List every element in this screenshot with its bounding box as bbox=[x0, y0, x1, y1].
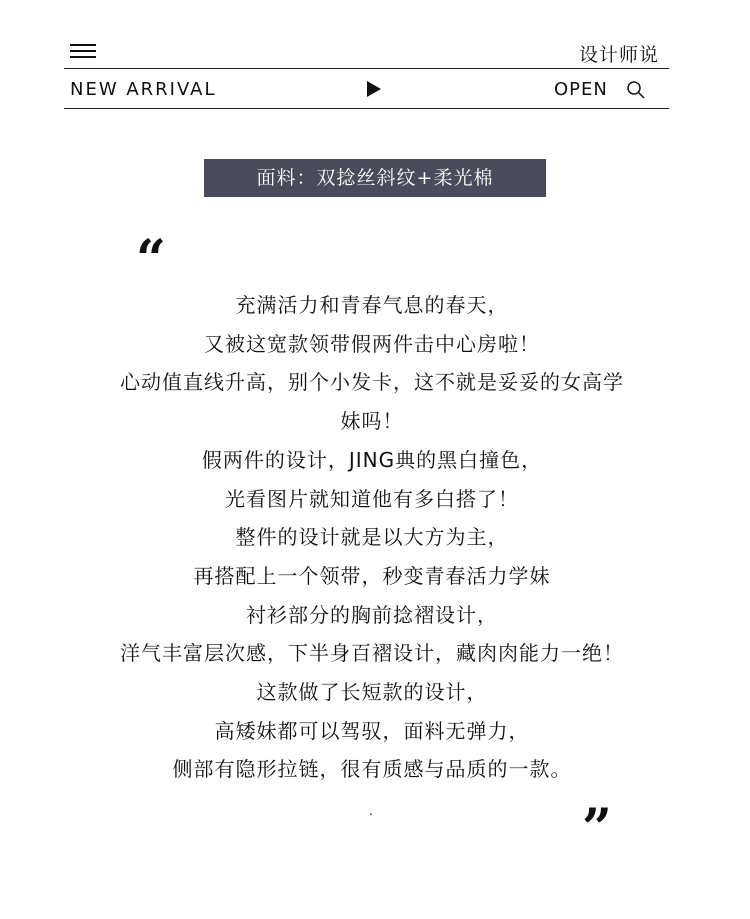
top-bar bbox=[64, 36, 669, 69]
play-icon[interactable] bbox=[367, 81, 381, 97]
description-line: 光看图片就知道他有多白搭了！ bbox=[225, 486, 519, 511]
trailing-dot: . bbox=[369, 804, 373, 818]
open-label: OPEN bbox=[554, 79, 608, 100]
description-line: 高矮妹都可以驾驭，面料无弹力， bbox=[214, 718, 530, 743]
description-line: 这款做了长短款的设计， bbox=[256, 680, 488, 705]
new-arrival-label: NEW ARRIVAL bbox=[70, 79, 217, 100]
description-line: 再搭配上一个领带，秒变青春活力学妹 bbox=[193, 563, 551, 588]
description-line: 衬衫部分的胸前捻褶设计， bbox=[246, 602, 498, 627]
description-line: 又被这宽款领带假两件击中心房啦！ bbox=[204, 331, 540, 356]
nav-bar bbox=[64, 68, 669, 109]
fabric-banner: 面料：双捻丝斜纹+柔光棉 bbox=[204, 159, 546, 197]
description-line: 充满活力和青春气息的春天， bbox=[235, 293, 509, 317]
description-line: 假两件的设计，JING典的黑白撞色， bbox=[201, 447, 543, 472]
menu-icon[interactable] bbox=[70, 44, 96, 60]
description-line: 妹吗！ bbox=[340, 409, 404, 434]
designer-says-label: 设计师说 bbox=[578, 44, 659, 66]
description-line: 侧部有隐形拉链，很有质感与品质的一款。 bbox=[172, 757, 572, 782]
close-quote-mark: ” bbox=[582, 798, 612, 859]
description-line: 心动值直线升高，别个小发卡，这不就是妥妥的女高学 bbox=[120, 370, 624, 395]
description-text bbox=[98, 286, 646, 789]
open-quote-mark: “ bbox=[136, 229, 166, 290]
description-line: 洋气丰富层次感，下半身百褶设计，藏肉肉能力一绝！ bbox=[120, 641, 624, 666]
description-line: 整件的设计就是以大方为主， bbox=[235, 525, 509, 550]
search-icon[interactable] bbox=[626, 80, 646, 100]
